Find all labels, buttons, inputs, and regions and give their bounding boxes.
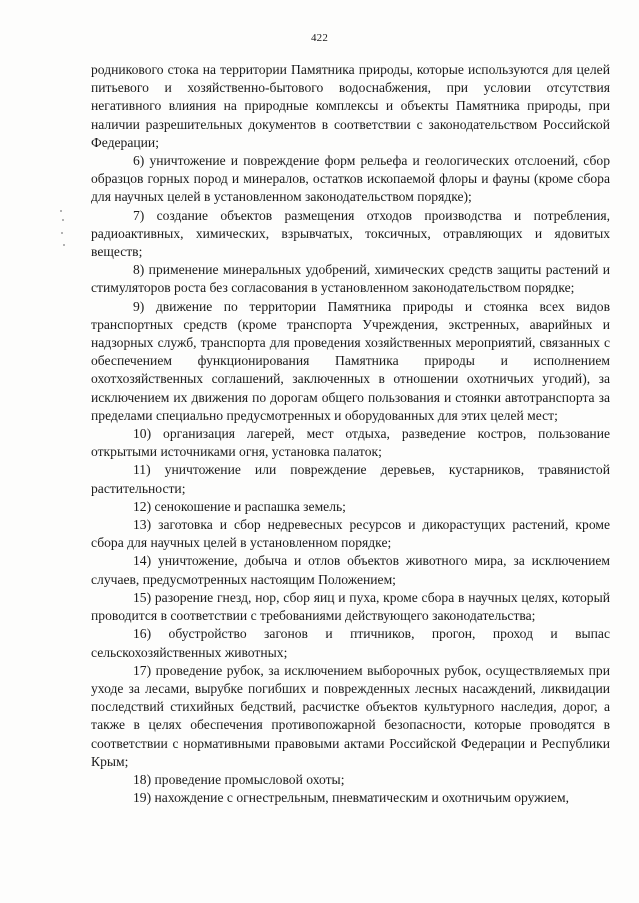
list-item-9: 9) движение по территории Памятника природы и стоянка всех видов транспортных средств (кроме транспорта Учреждения, экстренных, аварийных и надзорных служб, транспорта для проведения хозяйственных мероприятий, связанных с обеспечением функционирования Памятника природы и исполнением охотхозяйственных соглашений, заключенных в отношении охотничьих угодий), за исключением их движения по дорогам общего пользования и стоянки автотранспорта за пределами специально предусмотренных и оборудованных для этих целей мест; [91,298,610,423]
list-item-11: 11) уничтожение или повреждение деревьев, кустарников, травянистой растительности; [91,462,610,496]
list-item-14: 14) уничтожение, добыча и отлов объектов животного мира, за исключением случаев, предусмотренных настоящим Положением; [91,553,610,587]
list-item-7: 7) создание объектов размещения отходов производства и потребления, радиоактивных, химических, взрывчатых, токсичных, отравляющих и ядовитых веществ; [91,207,610,260]
list-item-18: 18) проведение промысловой охоты; [133,771,345,787]
list-item-12: 12) сенокошение и распашка земель; [133,498,346,514]
list-item-17: 17) проведение рубок, за исключением выборочных рубок, осуществляемых при уходе за лесами, вырубке погибших и поврежденных лесных насаждений, ликвидации последствий стихийных бедствий, расчистке объектов культурного наследия, дорог, а также в целях обеспечения противопожарной безопасности, которые проводятся в соответствии с нормативными правовыми актами Российской Федерации и Республики Крым; [91,662,610,769]
list-item-10: 10) организация лагерей, мест отдыха, разведение костров, пользование открытыми источниками огня, установка палаток; [91,426,610,460]
list-item-13: 13) заготовка и сбор недревесных ресурсов и дикорастущих растений, кроме сбора для научных целей в установленном порядке; [91,517,610,551]
list-item-6: 6) уничтожение и повреждение форм рельефа и геологических отслоений, сбор образцов горных пород и минералов, остатков ископаемой флоры и фауны (кроме сбора для научных целей в установленном законодательством порядке); [91,153,610,205]
scan-margin-marks [60,210,66,250]
paragraph-continuation: родникового стока на территории Памятника природы, которые используются для целей питьевого и хозяйственно-бытового водоснабжения, при условии отсутствия негативного влияния на природные комплексы и объекты Памятника природы, при наличии разрешительных документов в соответствии с законодательством Российской Федерации; [91,62,610,150]
document-body [91,61,610,807]
list-item-16: 16) обустройство загонов и птичников, прогон, проход и выпас сельскохозяйственных животных; [91,626,610,660]
page-number: 422 [310,32,329,44]
list-item-15: 15) разорение гнезд, нор, сбор яиц и пуха, кроме сбора в научных целях, который проводится в соответствии с требованиями действующего законодательства; [91,589,610,624]
list-item-19: 19) нахождение с огнестрельным, пневматическим и охотничьим оружием, [133,790,569,806]
list-item-8: 8) применение минеральных удобрений, химических средств защиты растений и стимуляторов роста без согласования в установленном законодательством порядке; [91,262,610,296]
